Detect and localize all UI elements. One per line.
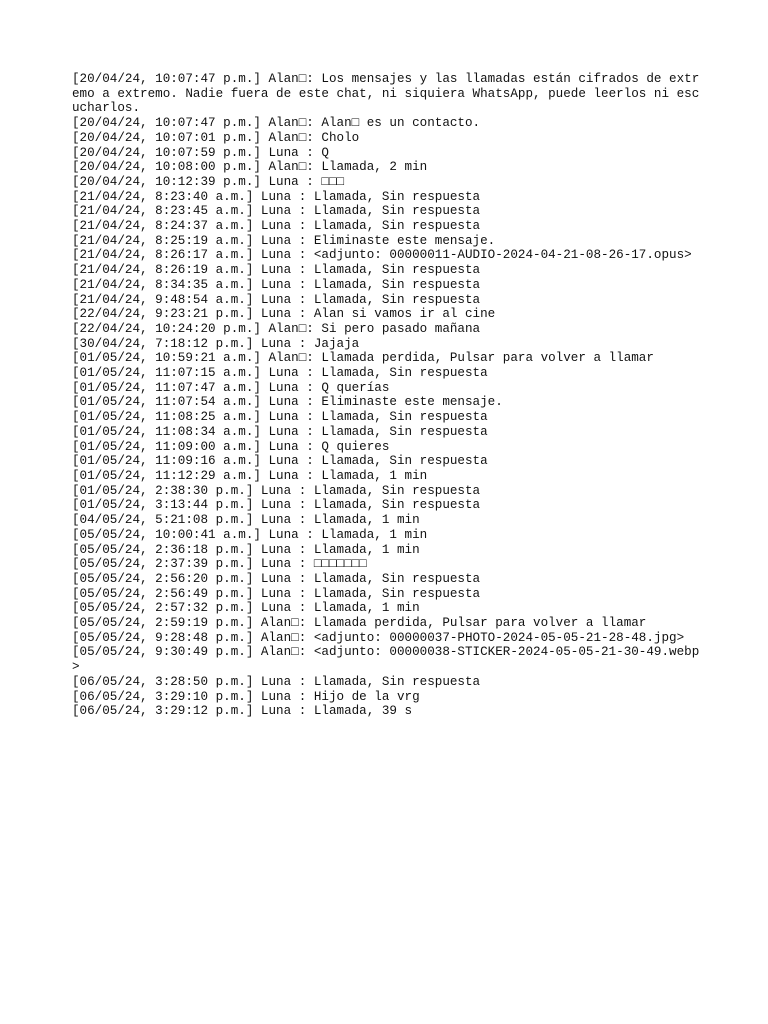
chat-message-line: [01/05/24, 11:09:00 a.m.] Luna : Q quieres (72, 439, 390, 454)
chat-message-line: [01/05/24, 2:38:30 p.m.] Luna : Llamada, Sin respuesta (72, 483, 481, 498)
chat-message-line: [21/04/24, 8:24:37 a.m.] Luna : Llamada, Sin respuesta (72, 219, 481, 234)
chat-message-line: [01/05/24, 11:12:29 a.m.] Luna : Llamada, 1 min (72, 468, 428, 483)
chat-message-line: [20/04/24, 10:12:39 p.m.] Luna : □□□ (72, 174, 345, 189)
chat-message-line: [05/05/24, 2:37:39 p.m.] Luna : □□□□□□□ (72, 557, 367, 572)
chat-message-line: [05/05/24, 2:56:49 p.m.] Luna : Llamada, Sin respuesta (72, 586, 481, 601)
chat-message-line: [05/05/24, 10:00:41 a.m.] Luna : Llamada, 1 min (72, 527, 428, 542)
chat-message-line: [01/05/24, 11:09:16 a.m.] Luna : Llamada, Sin respuesta (72, 454, 488, 469)
chat-message-line: [01/05/24, 10:59:21 a.m.] Alan□: Llamada perdida, Pulsar para volver a llamar (72, 351, 654, 366)
chat-message-line: [21/04/24, 9:48:54 a.m.] Luna : Llamada, Sin respuesta (72, 292, 481, 307)
chat-message-line: [06/05/24, 3:28:50 p.m.] Luna : Llamada, Sin respuesta (72, 674, 481, 689)
chat-message-line: [30/04/24, 7:18:12 p.m.] Luna : Jajaja (72, 336, 360, 351)
chat-message-line: [05/05/24, 2:57:32 p.m.] Luna : Llamada, 1 min (72, 601, 420, 616)
chat-message-line: [06/05/24, 3:29:12 p.m.] Luna : Llamada, 39 s (72, 704, 413, 719)
chat-message-line: [20/04/24, 10:08:00 p.m.] Alan□: Llamada, 2 min (72, 160, 428, 175)
chat-message-line: [01/05/24, 11:08:34 a.m.] Luna : Llamada, Sin respuesta (72, 424, 488, 439)
chat-message-line: [21/04/24, 8:23:45 a.m.] Luna : Llamada, Sin respuesta (72, 204, 481, 219)
chat-message-line: [21/04/24, 8:25:19 a.m.] Luna : Eliminaste este mensaje. (72, 233, 496, 248)
chat-transcript (72, 72, 702, 719)
chat-message-line: [21/04/24, 8:26:17 a.m.] Luna : <adjunto: 00000011-AUDIO-2024-04-21-08-26-17.opus> (72, 248, 692, 263)
chat-message-line: [20/04/24, 10:07:01 p.m.] Alan□: Cholo (72, 130, 360, 145)
chat-message-line: [01/05/24, 11:08:25 a.m.] Luna : Llamada, Sin respuesta (72, 410, 488, 425)
chat-message-line: [05/05/24, 9:28:48 p.m.] Alan□: <adjunto: 00000037-PHOTO-2024-05-05-21-28-48.jpg> (72, 630, 685, 645)
chat-message-line: [21/04/24, 8:23:40 a.m.] Luna : Llamada, Sin respuesta (72, 189, 481, 204)
chat-message-line: [21/04/24, 8:26:19 a.m.] Luna : Llamada, Sin respuesta (72, 263, 481, 278)
chat-message-line: [05/05/24, 9:30:49 p.m.] Alan□: <adjunto: 00000038-STICKER-2024-05-05-21-30-49.webp> (72, 645, 700, 675)
chat-message-line: [05/05/24, 2:56:20 p.m.] Luna : Llamada, Sin respuesta (72, 571, 481, 586)
chat-message-line: [05/05/24, 2:36:18 p.m.] Luna : Llamada, 1 min (72, 542, 420, 557)
chat-message-line: [06/05/24, 3:29:10 p.m.] Luna : Hijo de la vrg (72, 689, 420, 704)
chat-message-line: [22/04/24, 10:24:20 p.m.] Alan□: Si pero pasado mañana (72, 321, 481, 336)
chat-message-line: [01/05/24, 11:07:54 a.m.] Luna : Eliminaste este mensaje. (72, 395, 503, 410)
chat-message-line: [20/04/24, 10:07:59 p.m.] Luna : Q (72, 145, 329, 160)
chat-message-line: [22/04/24, 9:23:21 p.m.] Luna : Alan si vamos ir al cine (72, 307, 496, 322)
chat-message-line: [01/05/24, 11:07:47 a.m.] Luna : Q querías (72, 380, 390, 395)
chat-message-line: [20/04/24, 10:07:47 p.m.] Alan□: Alan□ es un contacto. (72, 116, 481, 131)
chat-message-line: [01/05/24, 3:13:44 p.m.] Luna : Llamada, Sin respuesta (72, 498, 481, 513)
chat-message-line: [04/05/24, 5:21:08 p.m.] Luna : Llamada, 1 min (72, 513, 420, 528)
chat-message-line: [21/04/24, 8:34:35 a.m.] Luna : Llamada, Sin respuesta (72, 277, 481, 292)
chat-message-line: [01/05/24, 11:07:15 a.m.] Luna : Llamada, Sin respuesta (72, 366, 488, 381)
chat-message-line: [05/05/24, 2:59:19 p.m.] Alan□: Llamada perdida, Pulsar para volver a llamar (72, 616, 647, 631)
chat-message-line: [20/04/24, 10:07:47 p.m.] Alan□: Los mensajes y las llamadas están cifrados de extremo a extremo. Nadie fuera de este chat, ni siquiera WhatsApp, puede leerlos ni escucharlos. (72, 72, 700, 116)
